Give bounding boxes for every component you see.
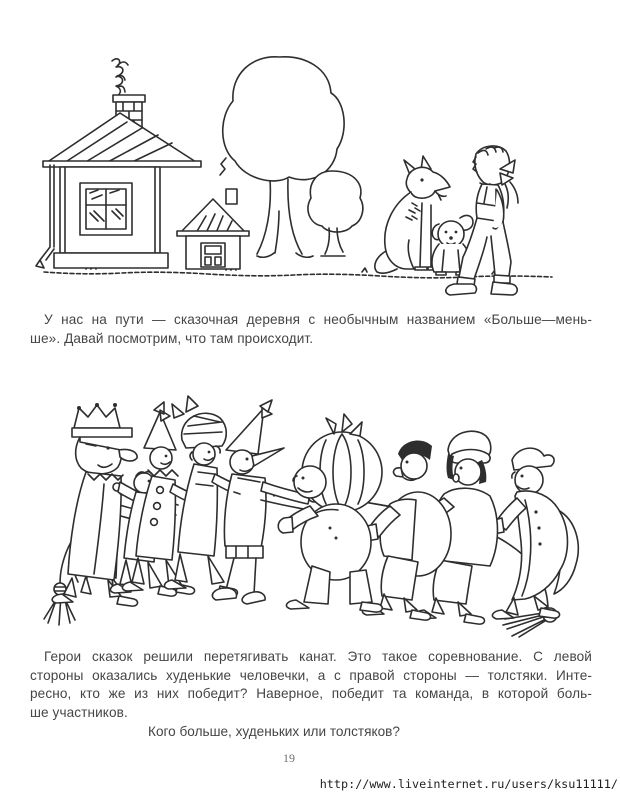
question-line: Кого больше, худеньких или толстяков? (148, 724, 400, 739)
text-line: стороны оказались худенькие человечки, а с правой стороны — толстяки. Инте- (30, 667, 592, 683)
paragraph-tug-of-war (30, 648, 592, 722)
fat-coat-man (490, 448, 579, 619)
small-tree (308, 171, 363, 256)
onion-head-man (278, 414, 382, 612)
text-line: ше». Давай посмотрим, что там происходит. (30, 330, 314, 346)
text-line: ресно, кто же из них победит? Наверное, победит та команда, в которой боль- (30, 686, 592, 702)
tug-of-war-illustration (20, 388, 600, 643)
small-house (177, 158, 249, 269)
village-scene-illustration (30, 53, 590, 300)
paragraph-village (30, 311, 592, 348)
text-line: ше участников. (30, 704, 128, 720)
watermark-url: http://www.liveinternet.ru/users/ksu11111/ (319, 777, 618, 791)
buratino (212, 400, 320, 604)
text-line: У нас на пути — сказочная деревня с необычным названием «Больше—мень- (44, 312, 592, 327)
text-line: Герои сказок решили перетягивать канат. Это такое соревнование. С левой (44, 649, 592, 664)
big-house (36, 59, 201, 268)
page-number: 19 (283, 751, 295, 765)
